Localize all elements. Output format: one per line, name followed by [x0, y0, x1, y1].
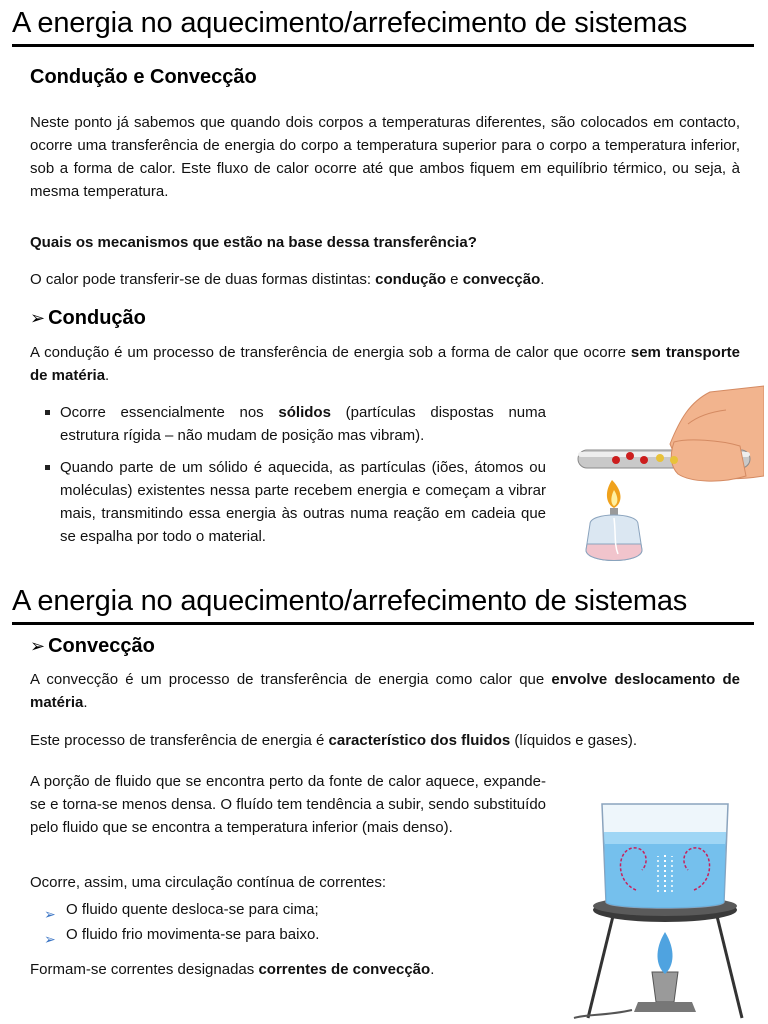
page-title: A energia no aquecimento/arrefecimento de sistemas [12, 585, 688, 617]
answer-text: O calor pode transferir-se de duas formas distintas: condução e convecção. [30, 271, 545, 288]
conducao-definition: A condução é um processo de transferência de energia sob a forma de calor que ocorre sem transporte de matéria. [30, 344, 741, 384]
list-item: Quando parte de um sólido é aquecida, as partículas (iões, átomos ou moléculas) existentes nessa parte recebem energia e começam a vibrar mais, transmitindo essa energia às outras numa reação em cadeia que se espalha por todo o material. [44, 456, 546, 548]
current-list [44, 897, 319, 947]
section-title: Condução e Convecção [30, 66, 257, 88]
arrowhead-icon: ➢ [44, 906, 56, 922]
convection-illustration [566, 792, 762, 1022]
intro-paragraph: Neste ponto já sabemos que quando dois corpos a temperaturas diferentes, são colocados em contacto, ocorre uma transferência de energia do corpo a temperatura superior para o corpo a temperatura inferior, sob a forma de calor. Este fluxo de calor ocorre até que ambos fiquem em equilíbrio térmico, ou seja, à mesma temperatura. [30, 114, 740, 200]
arrowhead-icon: ➢ [44, 931, 56, 947]
conveccao-heading: ➢ Convecção [30, 635, 155, 657]
portion-paragraph: A porção de fluido que se encontra perto da fonte de calor aquece, expande-se e torna-se menos densa. O fluído tem tendência a subir, sendo substituído pelo fluido que se encontra a temperatura inferior (mais denso). [30, 773, 546, 836]
question-text: Quais os mecanismos que estão na base dessa transferência? [30, 234, 477, 251]
page-title: A energia no aquecimento/arrefecimento de sistemas [12, 7, 688, 39]
title-divider [12, 622, 754, 625]
list-item: ➢ O fluido quente desloca-se para cima; [44, 897, 319, 922]
list-item: Ocorre essencialmente nos sólidos (partículas dispostas numa estrutura rígida – não mudam de posição mas vibram). [44, 401, 546, 447]
arrowhead-icon: ➢ [30, 308, 46, 328]
list-item: ➢ O fluido frio movimenta-se para baixo. [44, 922, 319, 947]
conveccao-definition: A convecção é um processo de transferência de energia como calor que envolve deslocamento de matéria. [30, 671, 740, 711]
conducao-heading: ➢ Condução [30, 307, 146, 329]
conducao-bullet-list [44, 401, 546, 557]
title-divider [12, 44, 754, 47]
conduction-illustration [570, 384, 764, 574]
arrowhead-icon: ➢ [30, 636, 46, 656]
circulation-text: Ocorre, assim, uma circulação contínua de correntes: [30, 874, 386, 891]
final-paragraph: Formam-se correntes designadas correntes de convecção. [30, 961, 435, 978]
fluids-paragraph: Este processo de transferência de energia é característico dos fluidos (líquidos e gases). [30, 732, 637, 749]
